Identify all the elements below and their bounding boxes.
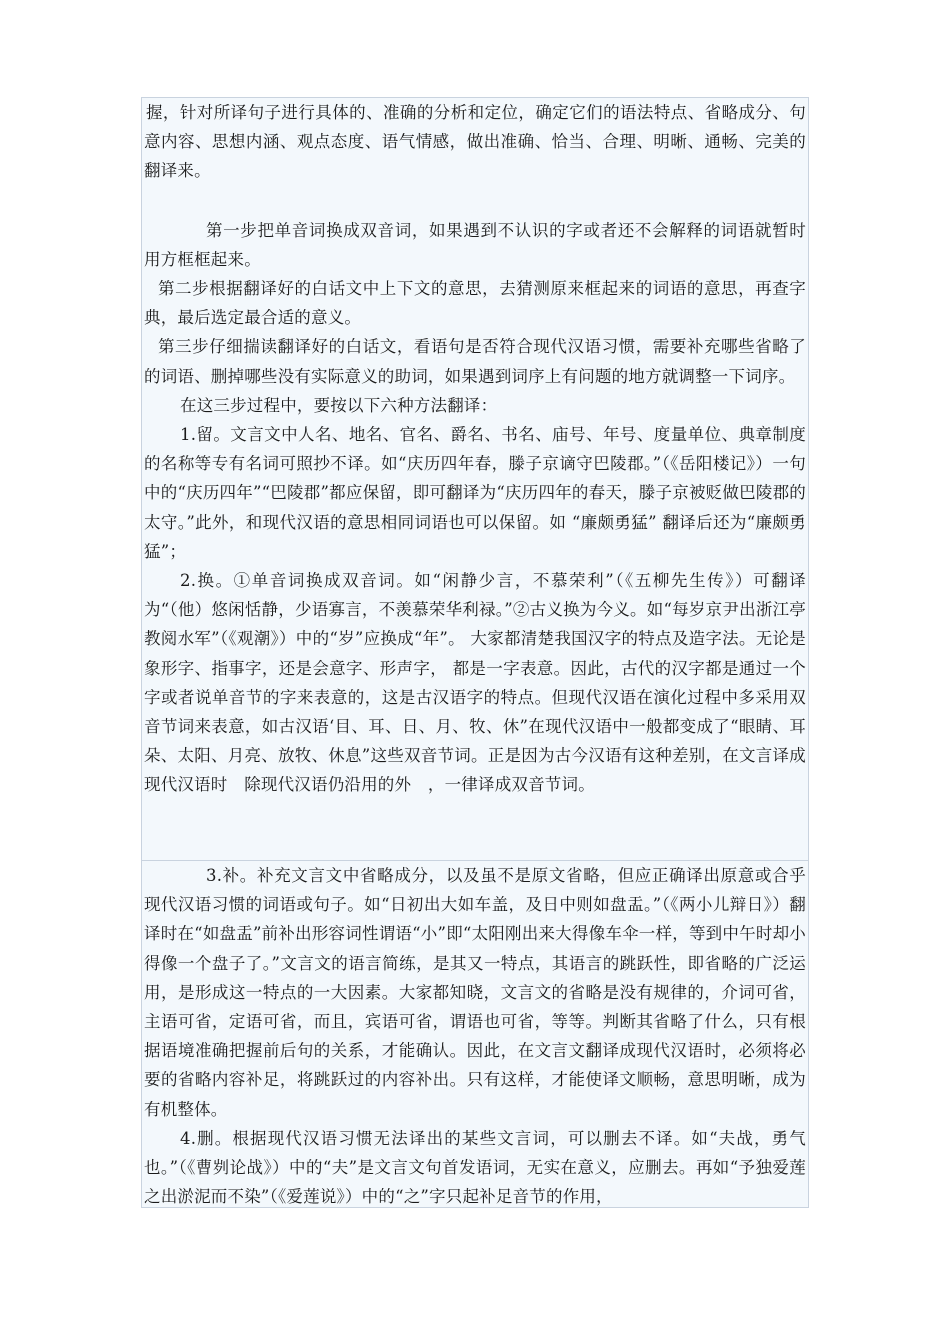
document-page — [141, 97, 809, 1208]
paragraph-method-2: 2.换。①单音词换成双音词。如“闲静少言，不慕荣利”（《五柳先生传》）可翻译为“（他）悠闲恬静，少语寡言，不羡慕荣华利禄。”②古义换为今义。如“每岁京尹出浙江亭教阅水军”（《观潮》）中的“岁”应换成“年”。 大家都清楚我国汉字的特点及造字法。无论是象形字、指事字，还是会意字、形声字， 都是一字表意。因此，古代的汉字都是通过一个字或者说单音节的字来表意的，这是古汉语字的特点。但现代汉语在演化过程中多采用双音节词来表意，如古汉语‘目、耳、日、月、牧、休”在现代汉语中一般都变成了“眼睛、耳朵、太阳、月亮、放牧、休息”这些双音节词。正是因为古今汉语有这种差别，在文言译成现代汉语时 除现代汉语仍沿用的外 ，一律译成双音节词。 — [144, 571, 806, 795]
paragraph-method-3: 3.补。补充文言文中省略成分，以及虽不是原文省略，但应正确译出原意或合乎现代汉语习惯的词语或句子。如“日初出大如车盖，及日中则如盘盂。”（《两小儿辩日》）翻译时在“如盘盂”前补出形容词性谓语“小”即“太阳刚出来大得像车伞一样，等到中午时却小得像一个盘子了。”文言文的语言简练，是其又一特点，其语言的跳跃性，即省略的广泛运用，是形成这一特点的一大因素。大家都知晓，文言文的省略是没有规律的，介词可省，主语可省，定语可省，而且，宾语可省，谓语也可省，等等。判断其省略了什么，只有根据语境准确把握前后句的关系，才能确认。因此，在文言文翻译成现代汉语时，必须将必要的省略内容补足，将跳跃过的内容补出。只有这样，才能使译文顺畅，意思明晰，成为有机整体。 — [144, 866, 806, 1119]
paragraph-step-3: 第三步仔细揣读翻译好的白话文，看语句是否符合现代汉语习惯，需要补充哪些省略了的词语、删掉哪些没有实际意义的助词，如果遇到词序上有问题的地方就调整一下词序。 — [144, 337, 806, 386]
paragraph-method-1: 1.留。文言文中人名、地名、官名、爵名、书名、庙号、年号、度量单位、典章制度的名称等专有名词可照抄不译。如“庆历四年春，滕子京谪守巴陵郡。”（《岳阳楼记》）一句中的“庆历四年”“巴陵郡”都应保留，即可翻译为“庆历四年的春天，滕子京被贬做巴陵郡的太守。”此外，和现代汉语的意思相同词语也可以保留。如 “廉颇勇猛” 翻译后还为“廉颇勇猛”； — [144, 425, 806, 561]
paragraph-gap — [142, 186, 808, 216]
paragraph-step-1: 第一步把单音词换成双音词，如果遇到不认识的字或者还不会解释的词语就暂时用方框框起来。 — [144, 220, 806, 269]
paragraph-methods: 在这三步过程中，要按以下六种方法翻译： — [180, 395, 498, 415]
paragraph-intro: 握，针对所译句子进行具体的、准确的分析和定位，确定它们的语法特点、省略成分、句意内容、思想内涵、观点态度、语气情感，做出准确、恰当、合理、明晰、通畅、完美的翻译来。 — [144, 103, 806, 181]
paragraph-method-4: 4.删。根据现代汉语习惯无法译出的某些文言词，可以删去不译。如“夫战，勇气也。”（《曹刿论战》）中的“夫”是文言文句首发语词，无实在意义，应删去。再如“予独爱莲之出淤泥而不染”（《爱莲说》）中的“之”字只起补足音节的作用， — [144, 1128, 806, 1207]
text-block-2 — [141, 861, 809, 1208]
paragraph-step-2: 第二步根据翻译好的白话文中上下文的意思，去猜测原来框起来的词语的意思，再查字典，最后选定最合适的意义。 — [144, 279, 806, 328]
text-block-1 — [141, 97, 809, 861]
